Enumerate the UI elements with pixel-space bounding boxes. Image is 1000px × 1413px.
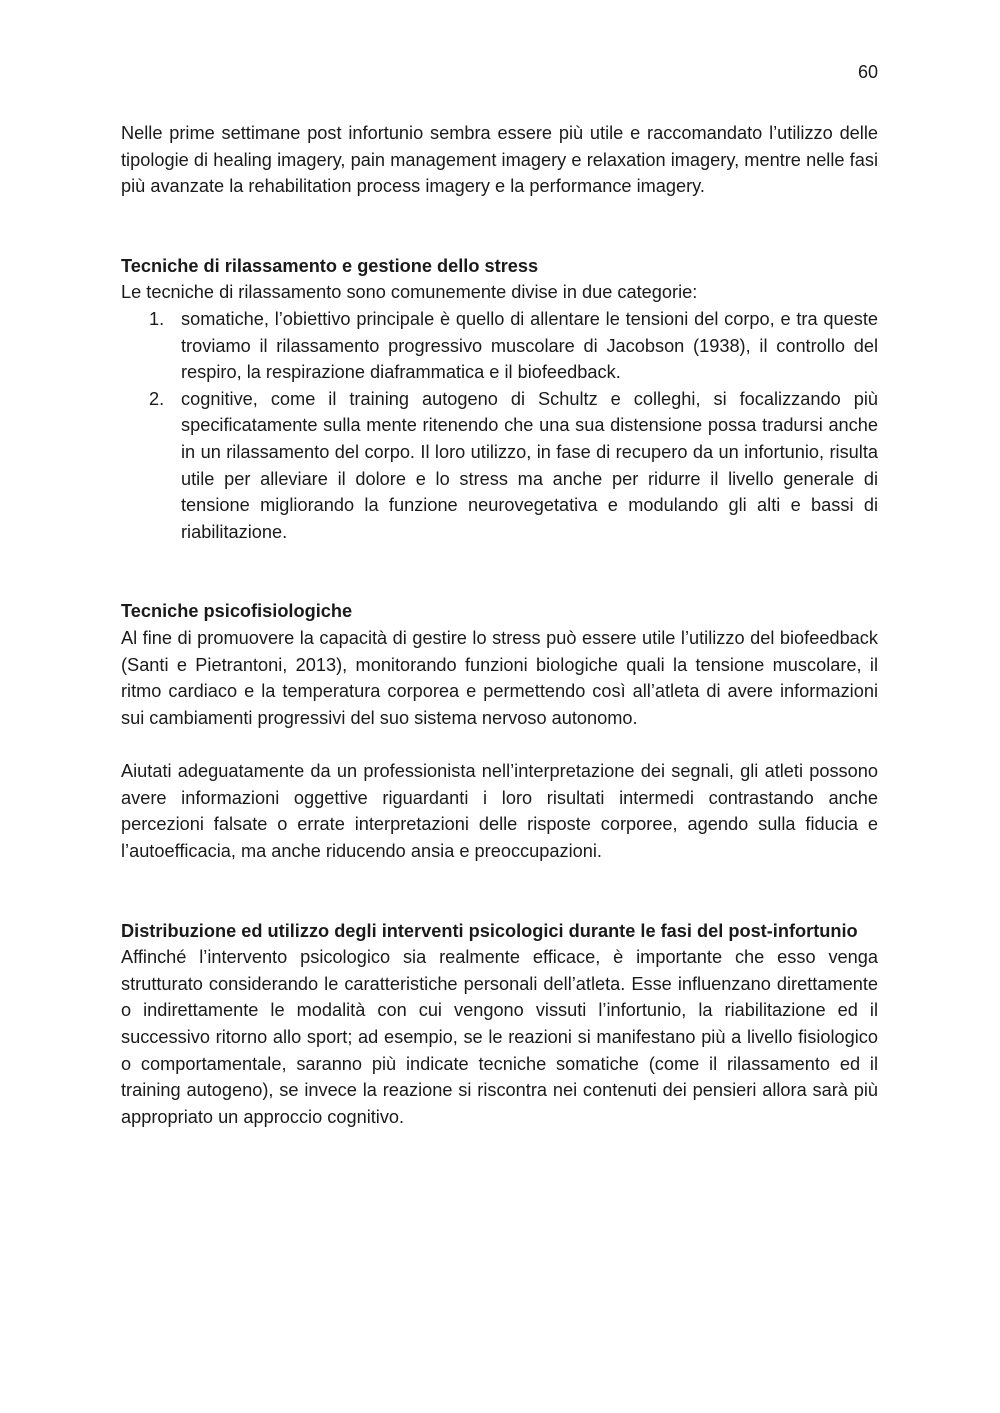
list-item-text: somatiche, l’obiettivo principale è quello di allentare le tensioni del corpo, e tra queste troviamo il rilassamento progressivo muscolare di Jacobson (1938), il controllo del respiro, la respirazione diaframmatica e il biofeedback.: [181, 308, 878, 383]
section-distribution: [121, 918, 878, 1131]
list-item: [121, 386, 878, 546]
relaxation-lead: Le tecniche di rilassamento sono comunemente divise in due categorie:: [121, 282, 698, 303]
section-psychophysiological: [121, 598, 878, 864]
page-body: [121, 120, 878, 1130]
list-item-text: cognitive, come il training autogeno di Schultz e colleghi, si focalizzando più specificatamente sulla mente ritenendo che una sua distensione possa tradursi anche in un rilassamento del corpo. Il loro utilizzo, in fase di recupero da un infortunio, risulta utile per alleviare il dolore e lo stress ma anche per ridurre il livello generale di tensione migliorando la funzione neurovegetativa e modulando gli alti e bassi di riabilitazione.: [181, 388, 878, 542]
section-heading-relaxation: Tecniche di rilassamento e gestione dello stress: [121, 255, 539, 276]
intro-paragraph: Nelle prime settimane post infortunio sembra essere più utile e raccomandato l’utilizzo delle tipologie di healing imagery, pain management imagery e relaxation imagery, mentre nelle fasi più avanzate la rehabilitation process imagery e la performance imagery.: [121, 123, 878, 197]
list-item-number: 2.: [149, 388, 165, 409]
list-item-number: 1.: [149, 308, 165, 329]
relaxation-list: [121, 306, 878, 545]
section-heading-psychophysiological: Tecniche psicofisiologiche: [121, 601, 353, 622]
psycho-paragraph-1: Al fine di promuovere la capacità di gestire lo stress può essere utile l’utilizzo del biofeedback (Santi e Pietrantoni, 2013), monitorando funzioni biologiche quali la tensione muscolare, il ritmo cardiaco e la temperatura corporea e permettendo così all’atleta di avere informazioni sui cambiamenti progressivi del suo sistema nervoso autonomo.: [121, 627, 878, 728]
section-heading-distribution: Distribuzione ed utilizzo degli interventi psicologici durante le fasi del post-infortunio: [121, 920, 858, 941]
distribution-paragraph: Affinché l’intervento psicologico sia realmente efficace, è importante che esso venga strutturato considerando le caratteristiche personali dell’atleta. Esse influenzano direttamente o indirettamente le modalità con cui vengono vissuti l’infortunio, la riabilitazione ed il successivo ritorno allo sport; ad esempio, se le reazioni si manifestano più a livello fisiologico o comportamentale, saranno più indicate tecniche somatiche (come il rilassamento ed il training autogeno), se invece la reazione si riscontra nei contenuti dei pensieri allora sarà più appropriato un approccio cognitivo.: [121, 947, 878, 1127]
section-relaxation: [121, 253, 878, 546]
page-number: 60: [857, 62, 878, 82]
psycho-paragraph-2: Aiutati adeguatamente da un professionista nell’interpretazione dei segnali, gli atleti possono avere informazioni oggettive riguardanti i loro risultati intermedi contrastando anche percezioni falsate o errate interpretazioni delle risposte corporee, agendo sulla fiducia e l’autoefficacia, ma anche riducendo ansia e preoccupazioni.: [121, 761, 878, 862]
list-item: [121, 306, 878, 386]
